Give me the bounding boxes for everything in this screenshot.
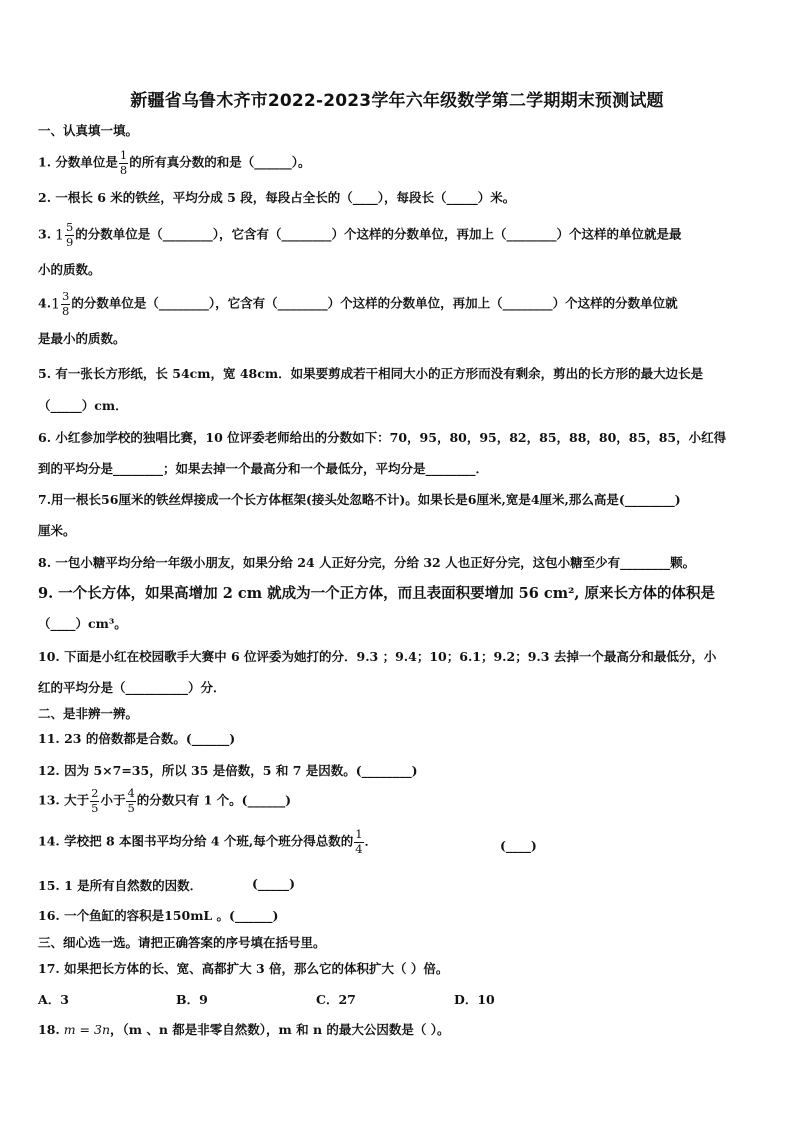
section-true-false: 二、是非辨一辨。 — [38, 706, 139, 721]
q1-text-end: 的所有真分数的和是（______）。 — [129, 154, 311, 170]
q18-number: 18. — [38, 1022, 60, 1037]
question-4-line2: 是最小的质数。 — [38, 331, 126, 346]
q14-end: ． — [364, 833, 378, 849]
question-13 — [38, 788, 291, 814]
question-7: 7.用一根长56厘米的铁丝焊接成一个长方体框架(接头处忽略不计)。如果长是6厘米,宽是4厘米,那么高是(________) — [38, 492, 681, 507]
mixed-number-1-5-9: 1 $\frac{5}{9}$ — [55, 220, 74, 249]
question-2: 2. 一根长 6 米的铁丝，平均分成 5 段，每段占全长的（____），每段长（_____）米。 — [38, 190, 516, 205]
question-12: 12. 因为 5×7=35，所以 35 是倍数，5 和 7 是因数。(________) — [38, 763, 418, 778]
question-16: 16. 一个鱼缸的容积是150mL 。(______) — [38, 908, 279, 923]
question-6: 6. 小红参加学校的独唱比赛，10 位评委老师给出的分数如下：70，95，80，95，82，85，88，80，85，85，小红得 — [38, 430, 727, 445]
question-17-options — [38, 990, 495, 1008]
fraction-2-5: $\frac{2}{5}$ — [91, 786, 99, 815]
q1-text: 1. 分数单位是 — [38, 154, 118, 170]
question-5-line2: （_____）cm． — [38, 398, 128, 413]
q4-number: 4. — [38, 295, 52, 311]
question-11: 11. 23 的倍数都是合数。(______) — [38, 731, 236, 746]
q18-text: ，（m 、n 都是非零自然数），m 和 n 的最大公因数是（ ）。 — [110, 1022, 450, 1037]
q3-text: 的分数单位是（________），它含有（________）个这样的分数单位，再加上（________）个这样的单位就是最 — [75, 226, 682, 242]
fraction-4-5: $\frac{4}{5}$ — [127, 786, 135, 815]
option-d: D．10 — [454, 992, 495, 1007]
question-6-line2: 到的平均分是________；如果去掉一个最高分和一个最低分，平均分是________． — [38, 461, 489, 476]
question-7-line2: 厘米。 — [38, 523, 76, 538]
option-c: C．27 — [316, 992, 356, 1007]
question-10: 10. 下面是小红在校园歌手大赛中 6 位评委为她打的分．9.3 ；9.4；10；6.1；9.2；9.3 去掉一个最高分和最低分，小 — [38, 649, 717, 664]
question-8: 8. 一包小糖平均分给一年级小朋友，如果分给 24 人正好分完，分给 32 人也正好分完，这包小糖至少有________颗。 — [38, 555, 696, 570]
question-5: 5. 有一张长方形纸，长 54cm，宽 48cm．如果要剪成若干相同大小的正方形而没有剩余，剪出的长方形的最大边长是 — [38, 366, 704, 381]
q18-expression: m = 3n — [63, 1022, 111, 1037]
question-14 — [38, 829, 377, 855]
question-14-blank: (____) — [500, 838, 537, 853]
question-9-line2: （____）cm³。 — [38, 616, 127, 631]
question-17: 17. 如果把长方体的长、宽、高都扩大 3 倍，那么它的体积扩大（ ）倍。 — [38, 961, 449, 976]
question-18 — [38, 1020, 450, 1038]
question-1 — [38, 150, 311, 176]
q13-end: 的分数只有 1 个。(______) — [136, 792, 292, 808]
question-10-line2: 红的平均分是（__________）分． — [38, 680, 226, 695]
q14-text: 14. 学校把 8 本图书平均分给 4 个班,每个班分得总数的 — [38, 833, 354, 849]
question-15: 15. 1 是所有自然数的因数． — [38, 878, 203, 893]
question-4 — [38, 291, 678, 317]
q3-number: 3. — [38, 226, 52, 242]
option-a: A．3 — [38, 992, 69, 1007]
section-fill-in: 一、认真填一填。 — [38, 123, 139, 138]
fraction-1-4: $\frac{1}{4}$ — [355, 827, 363, 856]
question-3-line2: 小的质数。 — [38, 262, 101, 277]
question-15-blank: (_____) — [252, 876, 296, 891]
page-title: 新疆省乌鲁木齐市2022-2023学年六年级数学第二学期期末预测试题 — [130, 91, 664, 111]
q4-text: 的分数单位是（________），它含有（________）个这样的分数单位，再加上（________）个这样的分数单位就 — [71, 295, 678, 311]
q13-text: 13. 大于 — [38, 792, 90, 808]
section-multiple-choice: 三、细心选一选。请把正确答案的序号填在括号里。 — [38, 935, 326, 950]
option-b: B．9 — [176, 992, 208, 1007]
mixed-number-1-3-8: 1 $\frac{3}{8}$ — [51, 289, 70, 318]
question-3 — [38, 222, 682, 248]
question-9: 9. 一个长方体，如果高增加 2 cm 就成为一个正方体，而且表面积要增加 56 cm², 原来长方体的体积是 — [38, 585, 715, 602]
q13-mid: 小于 — [100, 792, 126, 808]
fraction-1-8: $\frac{1}{8}$ — [119, 148, 128, 177]
